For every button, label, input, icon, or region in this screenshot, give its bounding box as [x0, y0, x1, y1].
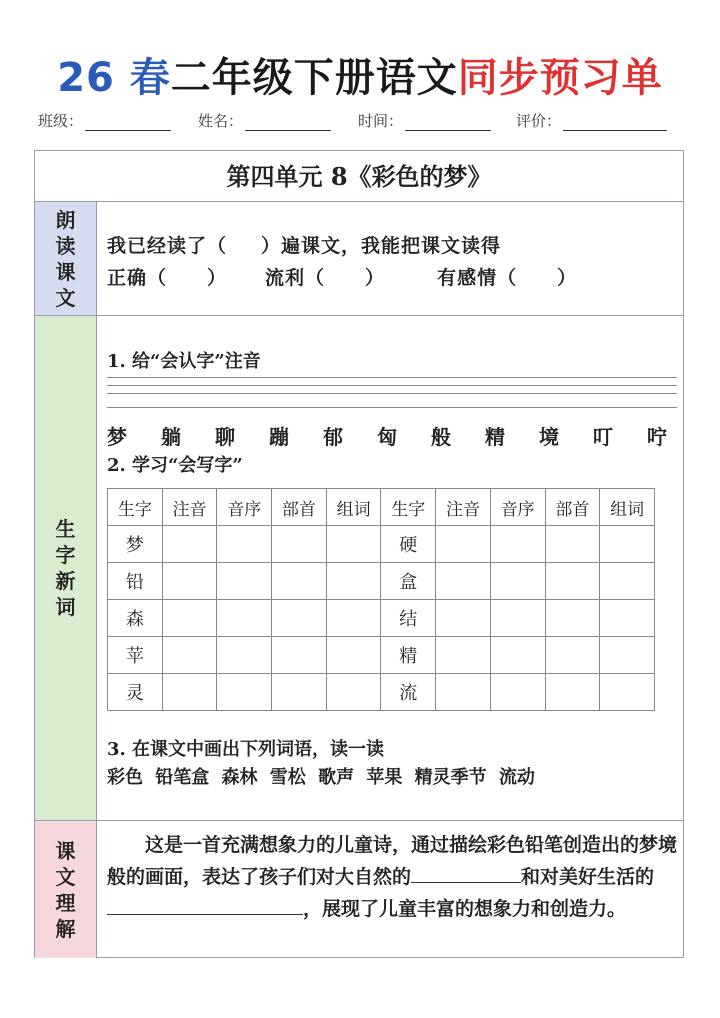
fluent-label: 流利（ [265, 267, 326, 289]
side-label-reading [35, 202, 97, 315]
table-header: 音序 [490, 489, 545, 526]
question-1: 1. 给“会认字”注音 [107, 351, 261, 372]
para-part-2: 和对美好生活的 [521, 866, 655, 888]
char-cell: 流 [381, 674, 436, 711]
recognize-char: 聊 [215, 425, 235, 449]
answer-cell[interactable] [545, 526, 600, 563]
reading-count-prefix: 我已经读了（ [107, 235, 228, 257]
unit-title: 第四单元 8《彩色的梦》 [35, 151, 683, 202]
answer-cell[interactable] [545, 674, 600, 711]
side-char: 生 [55, 517, 76, 541]
answer-cell[interactable] [600, 637, 655, 674]
answer-cell[interactable] [272, 526, 327, 563]
emotional-close: ） [557, 267, 578, 289]
writing-chars-table [107, 488, 655, 711]
answer-cell[interactable] [545, 637, 600, 674]
answer-cell[interactable] [600, 563, 655, 600]
table-header: 注音 [436, 489, 491, 526]
side-label-understanding [35, 821, 97, 958]
title-year: 26 春 [57, 55, 171, 101]
fluent-close: ） [365, 267, 386, 289]
question-2: 2. 学习“会写字” [107, 455, 243, 476]
table-header: 组词 [326, 489, 381, 526]
answer-cell[interactable] [326, 637, 381, 674]
answer-cell[interactable] [436, 674, 491, 711]
answer-cell[interactable] [436, 563, 491, 600]
answer-cell[interactable] [162, 526, 217, 563]
worksheet-frame [34, 150, 684, 958]
answer-cell[interactable] [436, 526, 491, 563]
side-label-vocab [35, 316, 97, 820]
answer-cell[interactable] [326, 600, 381, 637]
recognize-char: 境 [539, 425, 559, 449]
reading-count-suffix: ）遍课文，我能把课文读得 [261, 235, 502, 257]
title-grade: 二年级下册语文 [170, 55, 458, 101]
answer-cell[interactable] [272, 674, 327, 711]
char-cell: 硬 [381, 526, 436, 563]
recognize-char: 精 [485, 425, 505, 449]
answer-cell[interactable] [326, 563, 381, 600]
recognize-char: 梦 [107, 425, 127, 449]
answer-cell[interactable] [490, 674, 545, 711]
name-blank[interactable] [245, 116, 331, 131]
para-part-3: ，展现了儿童丰富的想象力和创造力。 [303, 898, 627, 920]
divider [35, 315, 683, 316]
answer-cell[interactable] [326, 526, 381, 563]
class-field[interactable] [38, 110, 171, 131]
name-field[interactable] [198, 110, 331, 131]
time-label: 时间： [358, 112, 404, 130]
char-cell: 盒 [381, 563, 436, 600]
answer-cell[interactable] [600, 674, 655, 711]
answer-blank-life[interactable] [107, 896, 303, 915]
answer-cell[interactable] [217, 674, 272, 711]
side-char: 文 [55, 864, 76, 889]
page-title [0, 46, 720, 103]
answer-cell[interactable] [545, 563, 600, 600]
recognize-char: 咛 [647, 425, 667, 449]
char-cell: 苹 [108, 637, 163, 674]
table-header: 部首 [272, 489, 327, 526]
answer-cell[interactable] [490, 600, 545, 637]
answer-cell[interactable] [600, 600, 655, 637]
time-blank[interactable] [405, 116, 491, 131]
answer-cell[interactable] [217, 600, 272, 637]
reading-line-2 [107, 263, 577, 290]
question-3: 3. 在课文中画出下列词语，读一读 [107, 739, 385, 760]
char-cell: 森 [108, 600, 163, 637]
side-char: 朗 [55, 207, 76, 232]
side-char: 文 [55, 285, 76, 310]
answer-cell[interactable] [436, 600, 491, 637]
table-row [108, 674, 655, 711]
recognize-char: 匈 [377, 425, 397, 449]
recognize-char: 郁 [323, 425, 343, 449]
grade-field[interactable] [516, 110, 667, 131]
reading-line-1 [107, 231, 501, 258]
table-header: 部首 [545, 489, 600, 526]
answer-cell[interactable] [545, 600, 600, 637]
table-header: 生字 [381, 489, 436, 526]
answer-cell[interactable] [162, 637, 217, 674]
para-part-1: 这是一首充满想象力的儿童诗，通过描绘彩色铅笔创造出的梦境般的画面，表达了孩子们对大自然的 [107, 834, 678, 888]
recognize-char: 般 [431, 425, 451, 449]
answer-cell[interactable] [272, 600, 327, 637]
table-row [108, 563, 655, 600]
table-header: 组词 [600, 489, 655, 526]
name-label: 姓名： [198, 112, 244, 130]
grade-label: 评价： [516, 112, 562, 130]
table-row [108, 526, 655, 563]
char-cell: 梦 [108, 526, 163, 563]
recognize-chars-row [107, 421, 667, 450]
class-blank[interactable] [85, 116, 171, 131]
char-cell: 精 [381, 637, 436, 674]
table-header-row [108, 489, 655, 526]
char-cell: 铅 [108, 563, 163, 600]
answer-cell[interactable] [217, 637, 272, 674]
answer-blank-nature[interactable] [411, 864, 521, 883]
side-char: 课 [55, 259, 76, 284]
side-char: 词 [55, 595, 76, 619]
grade-blank[interactable] [563, 116, 667, 131]
answer-cell[interactable] [272, 637, 327, 674]
recognize-char: 蹦 [269, 425, 289, 449]
answer-cell[interactable] [162, 563, 217, 600]
side-char: 新 [55, 569, 76, 593]
answer-cell[interactable] [490, 637, 545, 674]
answer-cell[interactable] [162, 674, 217, 711]
recognize-char: 躺 [161, 425, 181, 449]
side-char: 字 [55, 543, 76, 567]
answer-cell[interactable] [272, 563, 327, 600]
answer-cell[interactable] [326, 674, 381, 711]
answer-cell[interactable] [217, 526, 272, 563]
correct-close: ） [207, 267, 228, 289]
class-label: 班级： [38, 112, 84, 130]
answer-cell[interactable] [490, 563, 545, 600]
correct-label: 正确（ [107, 267, 168, 289]
vocab-words: 彩色 铅笔盒 森林 雪松 歌声 苹果 精灵季节 流动 [107, 767, 535, 788]
answer-cell[interactable] [490, 526, 545, 563]
char-cell: 灵 [108, 674, 163, 711]
time-field[interactable] [358, 110, 491, 131]
table-row [108, 637, 655, 674]
answer-cell[interactable] [217, 563, 272, 600]
answer-cell[interactable] [436, 637, 491, 674]
side-char: 读 [55, 233, 76, 258]
table-header: 音序 [217, 489, 272, 526]
side-char: 解 [55, 916, 76, 941]
table-row [108, 600, 655, 637]
recognize-char: 叮 [593, 425, 613, 449]
table-header: 生字 [108, 489, 163, 526]
emotional-label: 有感情（ [437, 267, 518, 289]
title-sheet: 同步预习单 [457, 55, 663, 101]
side-char: 理 [55, 890, 76, 915]
understanding-paragraph [107, 829, 679, 925]
side-char: 课 [55, 838, 76, 863]
table-header: 注音 [162, 489, 217, 526]
char-cell: 结 [381, 600, 436, 637]
divider [35, 820, 683, 821]
answer-cell[interactable] [600, 526, 655, 563]
answer-cell[interactable] [162, 600, 217, 637]
